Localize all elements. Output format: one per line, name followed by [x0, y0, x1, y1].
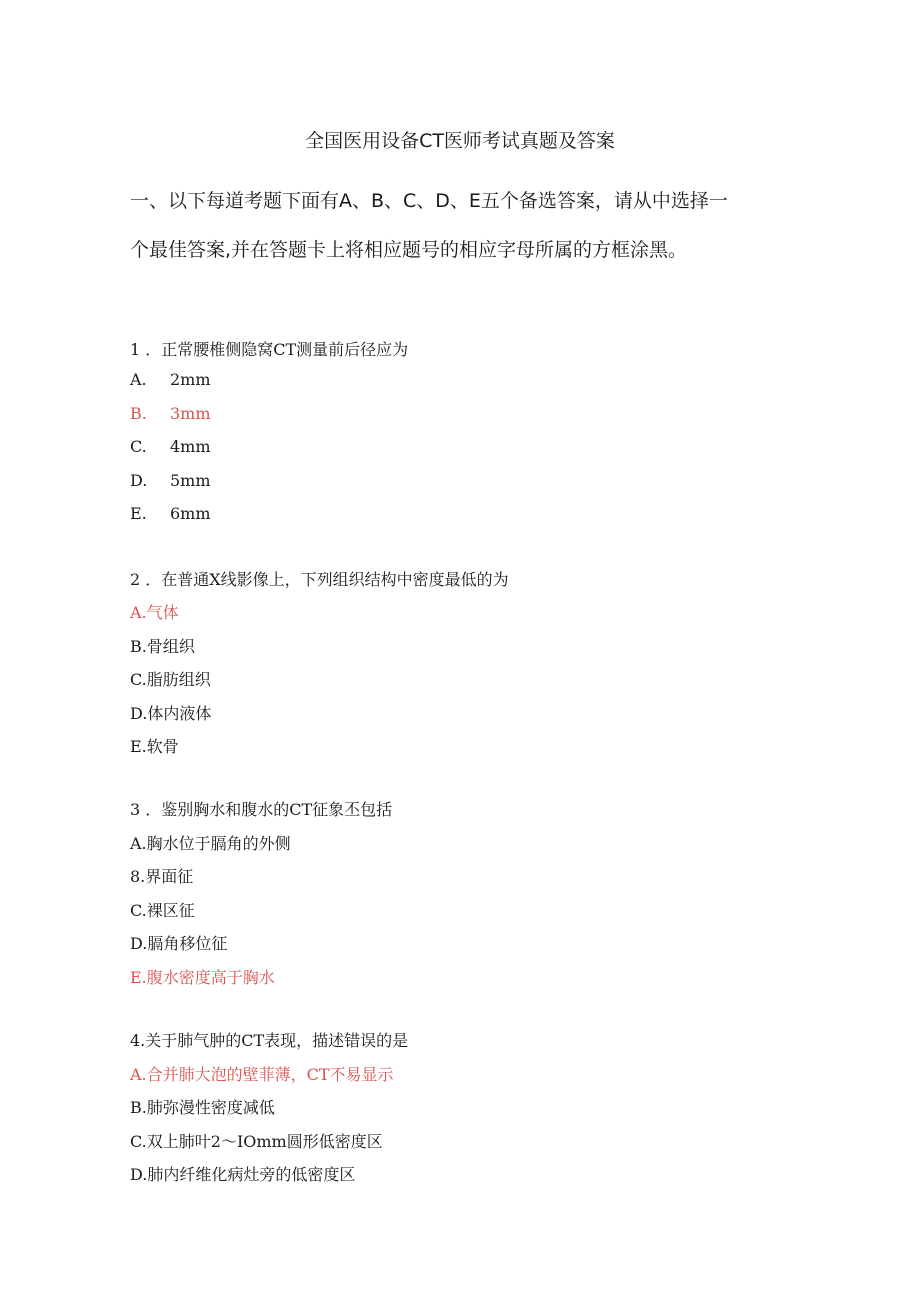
- q1-option-b: [130, 404, 211, 423]
- q1-option-a: [130, 370, 211, 389]
- q2-option-c: C.脂肪组织: [130, 670, 211, 689]
- option-text: 4mm: [170, 437, 211, 456]
- option-text: 2mm: [170, 370, 211, 389]
- option-letter: A.: [130, 370, 147, 389]
- q3-option-e: E.腹水密度高于胸水: [130, 968, 275, 987]
- q1-option-e: [130, 504, 211, 523]
- q2-option-d: D.体内液体: [130, 704, 212, 723]
- q1-option-c: [130, 437, 211, 456]
- question-3-stem: 3 ．鉴别胸水和腹水的CT征象丕包括: [130, 800, 393, 819]
- option-letter: C.: [130, 437, 147, 456]
- q4-option-c: C.双上肺叶2～IOmm圆形低密度区: [130, 1132, 383, 1151]
- q1-option-d: [130, 471, 211, 490]
- option-text: 6mm: [170, 504, 211, 523]
- q2-option-b: B.骨组织: [130, 637, 195, 656]
- instructions-line-1: 一、以下每道考题下面有A、B、C、D、E五个备选答案，请从中选择一: [130, 190, 728, 212]
- q4-option-a: A.合并肺大泡的壁菲薄，CT不易显示: [130, 1065, 394, 1084]
- q3-option-c: C.裸区征: [130, 901, 195, 920]
- option-text: 5mm: [170, 471, 211, 490]
- question-1-stem: 1 ．正常腰椎侧隐窝CT测量前后径应为: [130, 340, 409, 359]
- option-letter: E.: [130, 504, 147, 523]
- q4-option-d: D.肺内纤维化病灶旁的低密度区: [130, 1165, 356, 1184]
- q3-option-d: D.膈角移位征: [130, 934, 228, 953]
- q3-option-b: 8.界面征: [130, 867, 194, 886]
- q3-option-a: A.胸水位于膈角的外侧: [130, 834, 291, 853]
- page-title: 全国医用设备CT医师考试真题及答案: [305, 130, 615, 152]
- question-2-stem: 2 ．在普通X线影像上，下列组织结构中密度最低的为: [130, 570, 509, 589]
- option-text: 3mm: [170, 404, 211, 423]
- option-letter: D.: [130, 471, 148, 490]
- instructions-line-2: 个最佳答案,并在答题卡上将相应题号的相应字母所属的方框涂黑。: [130, 239, 688, 261]
- question-4-stem: 4.关于肺气肿的CT表现，描述错误的是: [130, 1031, 409, 1050]
- q2-option-e: E.软骨: [130, 737, 179, 756]
- q2-option-a: A.气体: [130, 603, 179, 622]
- option-letter: B.: [130, 404, 147, 423]
- q4-option-b: B.肺弥漫性密度减低: [130, 1098, 275, 1117]
